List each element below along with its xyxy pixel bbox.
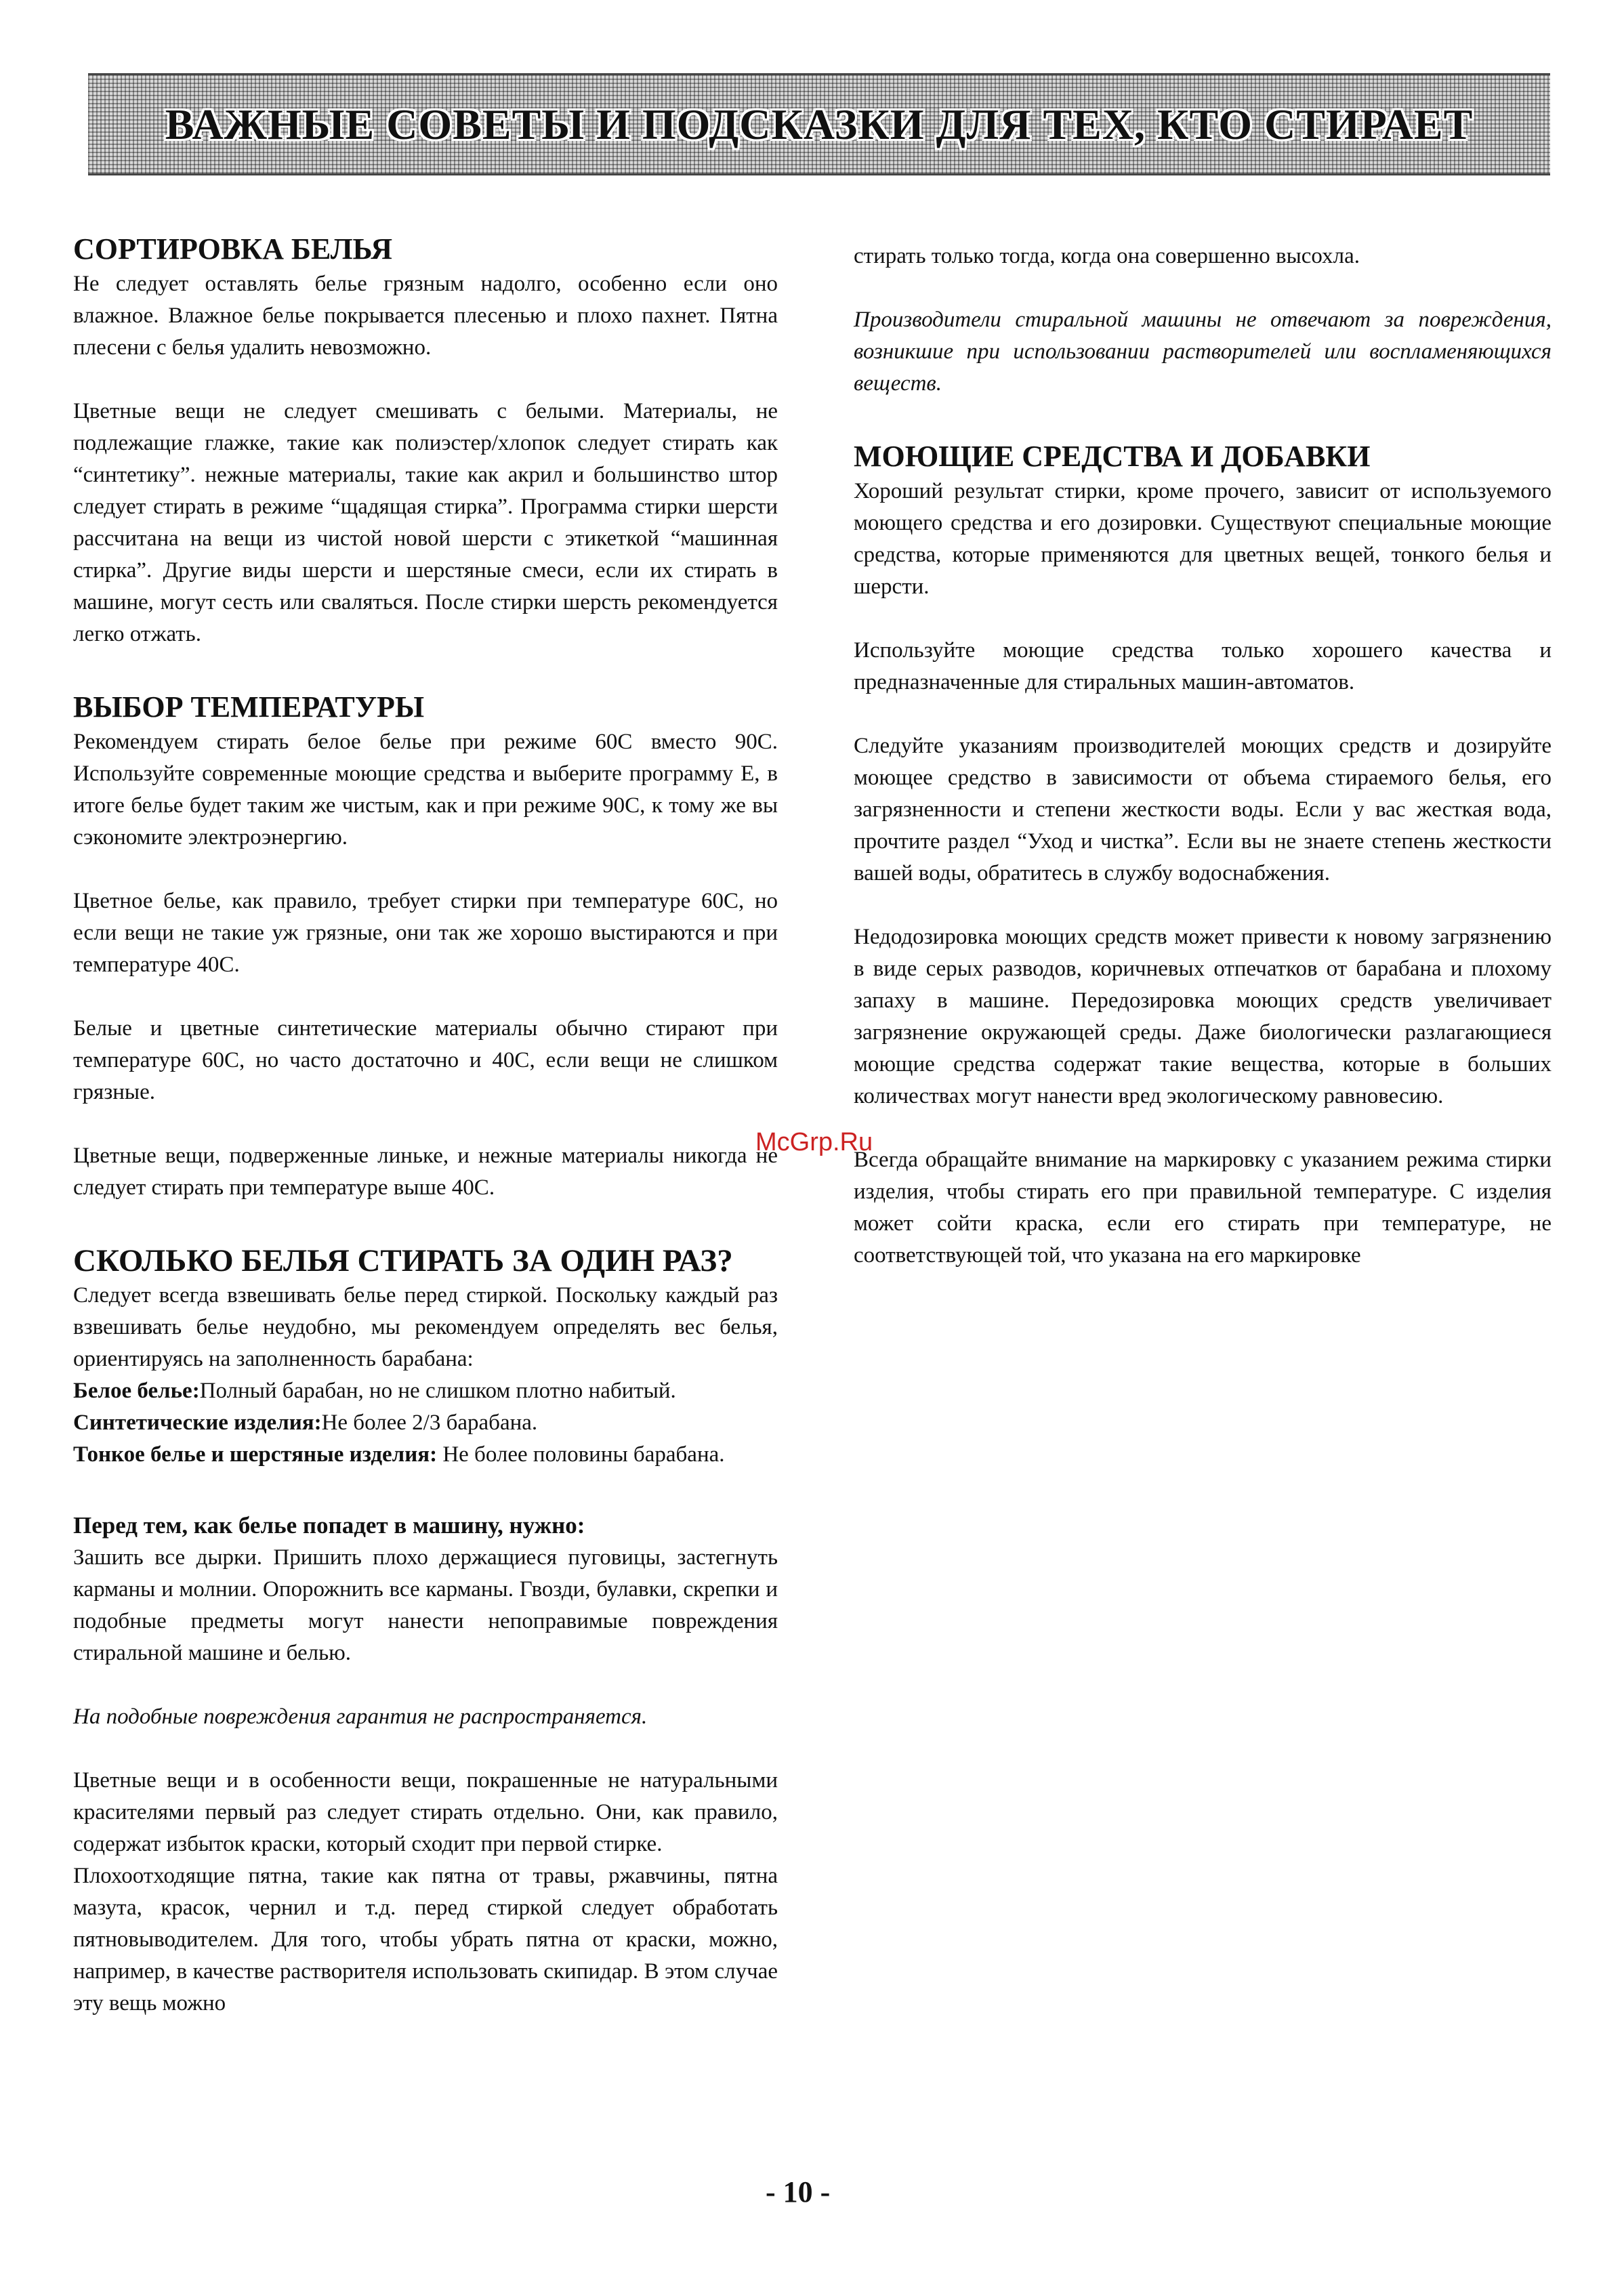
before-heading: Перед тем, как белье попадет в машину, нужно: xyxy=(73,1512,585,1539)
detergents-paragraph-5: Всегда обращайте внимание на маркировку с указанием режима стирки изделия, чтобы стирать его при правильной температуре. С изделия может сойти краска, если его стирать при температуре, не соответствующей той, что указана на его маркировке xyxy=(854,1148,1552,1268)
detergents-heading: МОЮЩИЕ СРЕДСТВА И ДОБАВКИ xyxy=(854,440,1371,473)
warranty-note: На подобные повреждения гарантия не распространяется. xyxy=(73,1705,648,1729)
watermark: McGrp.Ru xyxy=(755,1128,873,1156)
detergents-paragraph-1: Хороший результат стирки, кроме прочего, зависит от используемого моющего средства и его дозировки. Существуют специальные моющие средства, которые применяются для цветных вещей, тонкого белья и шерсти. xyxy=(854,479,1552,599)
page-number: - 10 - xyxy=(766,2175,831,2209)
temperature-paragraph-3: Белые и цветные синтетические материалы обычно стирают при температуре 60С, но часто достаточно и 40С, если вещи не слишком грязные. xyxy=(73,1016,778,1104)
load-synthetic-text: Не более 2/3 барабана. xyxy=(321,1410,538,1435)
detergents-paragraph-4: Недодозировка моющих средств может привести к новому загрязнению в виде серых разводов, коричневых отпечатков от барабана и плохому запаху в машине. Передозировка моющих средств увеличивает загрязнение окружающей среды. Даже биологически разлагающиеся моющие средства содержат такие вещества, которые в больших количествах могут нанести вред экологическому равновесию. xyxy=(854,925,1552,1108)
load-white xyxy=(73,1375,778,1407)
sorting-heading: СОРТИРОВКА БЕЛЬЯ xyxy=(73,232,393,266)
temperature-paragraph-2: Цветное белье, как правило, требует стирки при температуре 60С, но если вещи не такие уж грязные, они так же хорошо выстираются и при температуре 40С. xyxy=(73,889,778,977)
detergents-paragraph-2: Используйте моющие средства только хорошего качества и предназначенные для стиральных машин-автоматов. xyxy=(854,638,1552,694)
left-column xyxy=(73,230,778,2020)
before-paragraph-3: Плохоотходящие пятна, такие как пятна от травы, ржавчины, пятна мазута, красок, чернил и т.д. перед стиркой следует обработать пятновыводителем. Для того, чтобы убрать пятна от краски, можно, например, в качестве растворителя использовать скипидар. В этом случае эту вещь можно xyxy=(73,1864,778,2015)
load-synthetic xyxy=(73,1407,778,1439)
load-delicate-text: Не более половины барабана. xyxy=(437,1442,725,1467)
temperature-paragraph-1: Рекомендуем стирать белое белье при режиме 60С вместо 90С. Используйте современные моющие средства и выберите программу Е, в итоге белье будет таким же чистым, как и при режиме 90С, к тому же вы сэкономите электроэнергию. xyxy=(73,730,778,850)
load-white-label: Белое белье: xyxy=(73,1379,200,1403)
page-title: ВАЖНЫЕ СОВЕТЫ И ПОДСКАЗКИ ДЛЯ ТЕХ, КТО СТИРАЕТ xyxy=(165,100,1474,148)
title-banner xyxy=(88,73,1550,175)
load-paragraph-1: Следует всегда взвешивать белье перед стиркой. Поскольку каждый раз взвешивать белье неудобно, мы рекомендуем определять вес белья, ориентируясь на заполненность барабана: xyxy=(73,1283,778,1371)
manufacturer-disclaimer: Производители стиральной машины не отвечают за повреждения, возникшие при использовании растворителей или воспламеняющихся веществ. xyxy=(854,308,1552,396)
right-column xyxy=(854,241,1552,1272)
continuation-text: стирать только тогда, когда она совершенно высохла. xyxy=(854,244,1360,268)
temperature-heading: ВЫБОР ТЕМПЕРАТУРЫ xyxy=(73,690,425,724)
sorting-paragraph-2: Цветные вещи не следует смешивать с белыми. Материалы, не подлежащие глажке, такие как полиэстер/хлопок следует стирать как “синтетику”. нежные материалы, такие как акрил и большинство штор следует стирать в режиме “щадящая стирка”. Программа стирки шерсти рассчитана на вещи из чистой новой шерсти с этикеткой “машинная стирка”. Другие виды шерсти и шерстяные смеси, если их стирать в машине, могут сесть или сваляться. После стирки шерсть рекомендуется легко отжать. xyxy=(73,399,778,646)
detergents-paragraph-3: Следуйте указаниям производителей моющих средств и дозируйте моющее средство в зависимости от объема стираемого белья, его загрязненности и степени жесткости воды. Если у вас жесткая вода, прочтите раздел “Уход и чистка”. Если вы не знаете степень жесткости вашей воды, обратитесь в службу водоснабжения. xyxy=(854,734,1552,885)
load-synthetic-label: Синтетические изделия: xyxy=(73,1410,322,1435)
before-paragraph-1: Зашить все дырки. Пришить плохо держащиеся пуговицы, застегнуть карманы и молнии. Опорожнить все карманы. Гвозди, булавки, скрепки и подобные предметы могут нанести непоправимые повреждения стиральной машине и белью. xyxy=(73,1545,778,1665)
before-paragraph-2: Цветные вещи и в особенности вещи, покрашенные не натуральными красителями первый раз следует стирать отдельно. Они, как правило, содержат избыток краски, который сходит при первой стирке. xyxy=(73,1768,778,1856)
load-heading: СКОЛЬКО БЕЛЬЯ СТИРАТЬ ЗА ОДИН РАЗ? xyxy=(73,1243,733,1278)
load-delicate xyxy=(73,1439,778,1471)
load-delicate-label: Тонкое белье и шерстяные изделия: xyxy=(73,1442,438,1467)
load-white-text: Полный барабан, но не слишком плотно набитый. xyxy=(199,1379,676,1403)
sorting-paragraph-1: Не следует оставлять белье грязным надолго, особенно если оно влажное. Влажное белье покрывается плесенью и плохо пахнет. Пятна плесени с белья удалить невозможно. xyxy=(73,272,778,360)
temperature-paragraph-4: Цветные вещи, подверженные линьке, и нежные материалы никогда не следует стирать при температуре выше 40С. xyxy=(73,1144,778,1200)
